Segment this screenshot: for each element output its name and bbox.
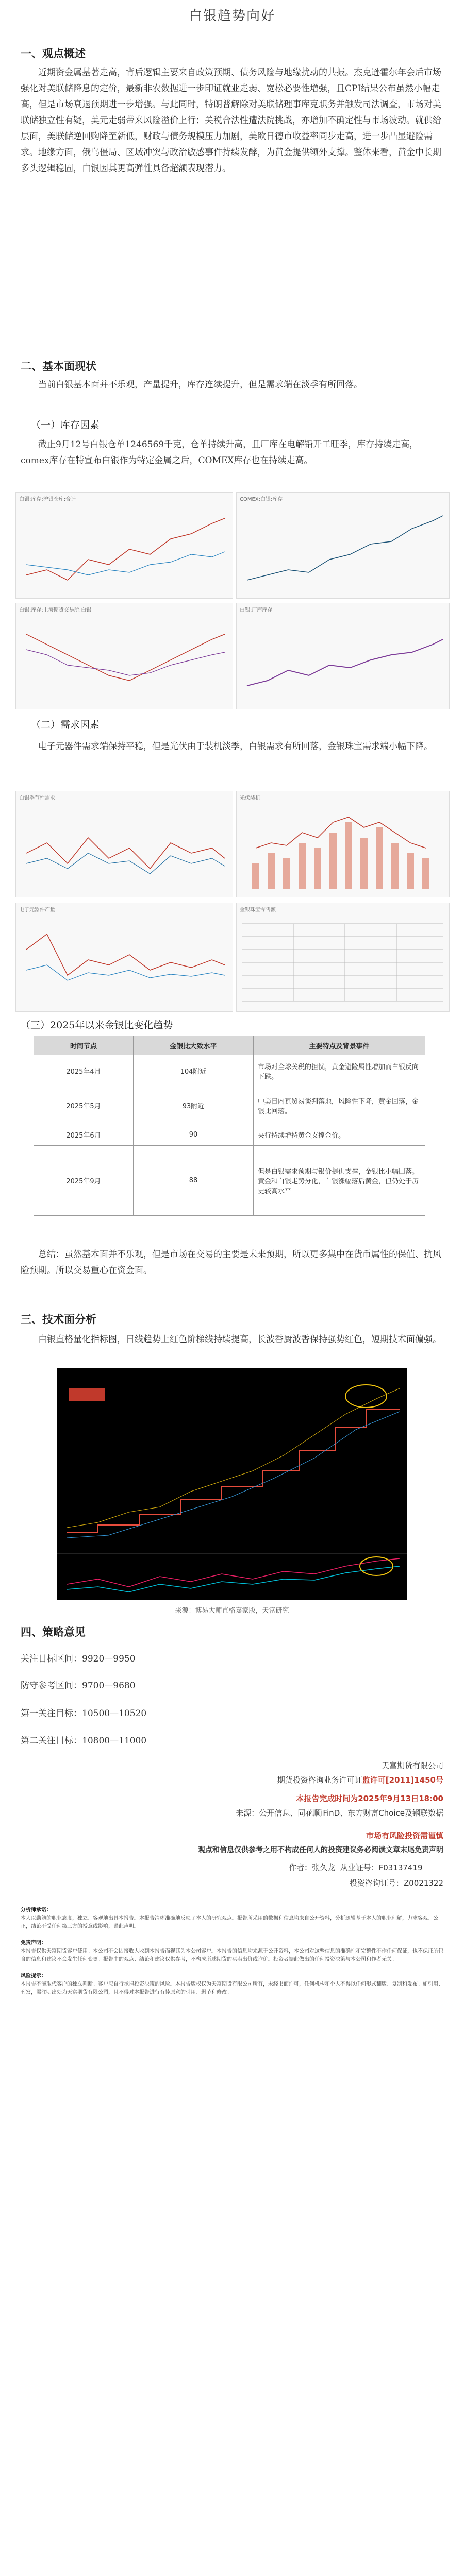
inventory-chart-1-plot bbox=[16, 493, 233, 598]
data-source: 来源：公开信息、同花顺iFinD、东方财富Choice及钢联数据 bbox=[236, 1808, 443, 1818]
chart-caption: 金银珠宝零售额 bbox=[240, 907, 276, 913]
cell-time: 2025年9月 bbox=[34, 1146, 134, 1216]
demand-chart-2 bbox=[236, 791, 450, 897]
strategy-item: 关注目标区间：9920—9950 bbox=[21, 1654, 136, 1664]
chart-caption: 光伏装机 bbox=[240, 795, 260, 801]
overview-paragraph: 近期资金属基著走高，背后逻辑主要来自政策预期、债务风险与地缘扰动的共振。杰克逊霍尔年会后市场强化对美联储降息的定价，最新非农数据进一步印证就业走弱、宽松必要性增强，且CPI结果公布虽然小幅走高，但是市场衰退预期进一步增强。与此同时，特朗普解除对美联储理事库克职务并触发司法调查，市场对美联储独立性有疑，美元走弱带来风险溢价上行；关税合法性遭法院挑战，亦增加不确定性与市场波动。就供给层面，美联储逆回购降至新低，财政与债务规模压力加剧，美欧日德市收益率同步走高，进一步凸显避险需求。地缘方面，俄乌僵局、区域冲突与政治敏感事件持续发酵，为黄金提供额外支撑。整体来看，黄金中长期多头逻辑稳固，白银因其更高弹性具备超额表现潜力。 bbox=[21, 67, 441, 174]
fundamentals-intro: 当前白银基本面并不乐观，产量提升，库存连续提升，但是需求端在淡季有所回落。 bbox=[38, 380, 362, 390]
inventory-chart-2 bbox=[236, 492, 450, 599]
gold-silver-ratio-table bbox=[34, 1036, 425, 1216]
risk-warning-line: 观点和信息仅供参考之用不构成任何人的投资建议务必阅读文章末尾免责声明 bbox=[198, 1846, 443, 1854]
strategy-item: 第一关注目标：10500—10520 bbox=[21, 1708, 147, 1719]
demand-chart-4 bbox=[236, 903, 450, 1012]
inventory-chart-4-plot bbox=[237, 603, 449, 709]
col-header-time: 时间节点 bbox=[34, 1036, 134, 1055]
col-header-desc: 主要特点及背景事件 bbox=[254, 1036, 425, 1055]
summary-paragraph: 总结：虽然基本面并不乐观，但是市场在交易的主要是未来预期，所以更多集中在货币属性的保值、抗风险预期。所以交易重心在资金面。 bbox=[21, 1249, 441, 1276]
highlight-circle bbox=[360, 1557, 393, 1575]
cell-desc: 中美日内瓦贸易谈判落地，风险性下降，黄金回落，金银比回落。 bbox=[254, 1087, 425, 1124]
demand-chart-2-plot bbox=[237, 791, 449, 897]
cell-time: 2025年4月 bbox=[34, 1055, 134, 1087]
cell-time: 2025年6月 bbox=[34, 1124, 134, 1146]
company-name: 天富期货有限公司 bbox=[381, 1761, 443, 1770]
technical-chart-plot bbox=[57, 1368, 407, 1600]
chart-caption: COMEX:白银:库存 bbox=[240, 497, 283, 502]
analyst-title: 分析师承诺： bbox=[21, 1907, 52, 1913]
risk-title: 风险提示： bbox=[21, 1973, 46, 1979]
inventory-chart-2-plot bbox=[237, 493, 449, 598]
inventory-heading: （一）库存因素 bbox=[31, 419, 100, 431]
chart-caption: 白银:库存:上海期货交易所:白银 bbox=[19, 607, 92, 613]
license-number: 监许可[2011]1450号 bbox=[362, 1775, 443, 1785]
inventory-chart-3-plot bbox=[16, 603, 233, 709]
demand-chart-3 bbox=[15, 903, 233, 1012]
author-line bbox=[289, 1862, 443, 1873]
license-prefix: 期货投资咨询业务许可证 bbox=[277, 1775, 362, 1785]
disclaimer-title: 免责声明： bbox=[21, 1940, 46, 1946]
technical-chart-source: 来源：博易大师直格嘉家版，天富研究 bbox=[175, 1607, 289, 1615]
page-title: 白银趋势向好 bbox=[188, 8, 275, 24]
inventory-chart-1 bbox=[15, 492, 233, 599]
risk-text: 本报告不能取代客户的独立判断。客户应自行承担投资决策的风险。本报告版权仅为天富期货有限公司所有，未经书面许可，任何机构和个人不得以任何形式翻版、复制和发布。如引用、刊发，需注明出处为天富期货有限公司，且不得对本报告进行有悖原意的引用、删节和修改。 bbox=[21, 1981, 443, 1995]
table-header-row bbox=[34, 1036, 425, 1055]
release-time: 本报告完成时间为2025年9月13日18:00 bbox=[296, 1794, 443, 1803]
cell-level: 90 bbox=[134, 1124, 254, 1146]
disclaimer-block bbox=[21, 1906, 443, 1997]
cell-level: 104附近 bbox=[134, 1055, 254, 1087]
table-row bbox=[34, 1124, 425, 1146]
demand-heading: （二）需求因素 bbox=[31, 719, 100, 731]
section-heading-overview: 一、观点概述 bbox=[21, 47, 86, 60]
inventory-paragraph: 截止9月12号白银仓单1246569千克，仓单持续升高，且厂库在电解铅开工旺季，库存持续走高，comex库存在特宣布白银作为特定金属之后，COMEX库存也在持续走高。 bbox=[21, 439, 419, 466]
chart-caption: 白银季节性需求 bbox=[19, 795, 55, 801]
chart-caption: 电子元器件产量 bbox=[19, 907, 55, 913]
section-heading-strategy: 四、策略意见 bbox=[21, 1625, 86, 1638]
section-heading-fundamentals: 二、基本面现状 bbox=[21, 360, 96, 372]
gold-silver-ratio-heading: （三）2025年以来金银比变化趋势 bbox=[21, 1020, 173, 1031]
license-line bbox=[217, 1774, 443, 1785]
inventory-chart-3 bbox=[15, 603, 233, 709]
analyst-text: 本人以勤勉的职业态度，独立、客观地出具本报告。本报告清晰准确地反映了本人的研究观点。报告所采用的数据和信息均来自公开资料，分析逻辑基于本人的职业理解，力求客观、公正，结论不受任何第三方的授意或影响，谨此声明。 bbox=[21, 1916, 438, 1929]
author-code: 从业证号：F03137419 bbox=[340, 1863, 423, 1872]
section-heading-technical: 三、技术面分析 bbox=[21, 1313, 96, 1326]
demand-chart-4-plot bbox=[237, 903, 449, 1011]
demand-chart-1-plot bbox=[16, 791, 233, 897]
cell-desc: 市场对全球关税的担忧，黄金避险属性增加而白银反向下跌。 bbox=[254, 1055, 425, 1087]
technical-chart bbox=[57, 1368, 407, 1600]
cell-level: 88 bbox=[134, 1146, 254, 1216]
chart-caption: 白银:库存:沪银仓库:合计 bbox=[19, 497, 76, 502]
advisor-code: 投资咨询证号：Z0021322 bbox=[349, 1878, 443, 1888]
demand-chart-1 bbox=[15, 791, 233, 897]
table-row bbox=[34, 1055, 425, 1087]
chart-label-box bbox=[69, 1388, 105, 1401]
strategy-item: 第二关注目标：10800—11000 bbox=[21, 1736, 147, 1746]
cell-time: 2025年5月 bbox=[34, 1087, 134, 1124]
cell-level: 93附近 bbox=[134, 1087, 254, 1124]
disclaimer-text: 本报告仅供天富期货客户使用。本公司不会因接收人收到本报告而视其为本公司客户。本报告的信息均来源于公开资料，本公司对这些信息的准确性和完整性不作任何保证，也不保证所包含的信息和建议不会发生任何变更。报告中的观点、结论和建议仅供参考，不构成所述期货的买卖出价或询价。投资者据此做出的任何投资决策与本公司和作者无关。 bbox=[21, 1948, 443, 1962]
technical-paragraph: 白银直格量化指标图，日线趋势上红色阶梯线持续提高，长波香厨波香保持强势红色，短期技术面偏强。 bbox=[38, 1334, 441, 1345]
col-header-level: 金银比大致水平 bbox=[134, 1036, 254, 1055]
risk-warning-title: 市场有风险投资需谨慎 bbox=[366, 1831, 443, 1840]
demand-paragraph: 电子元器件需求端保持平稳，但是光伏由于装机淡季，白银需求有所回落，金银珠宝需求端小幅下降。 bbox=[38, 741, 433, 752]
chart-caption: 白银:厂库库存 bbox=[240, 607, 273, 613]
table-row bbox=[34, 1146, 425, 1216]
author-name: 作者：张久龙 bbox=[289, 1863, 336, 1872]
table-row bbox=[34, 1087, 425, 1124]
demand-chart-3-plot bbox=[16, 903, 233, 1011]
cell-desc: 但是白银需求预期与银价提供支撑，金银比小幅回落。黄金和白银走势分化，白银涨幅落后黄金，但仍处于历史较高水平 bbox=[254, 1146, 425, 1216]
strategy-item: 防守参考区间：9700—9680 bbox=[21, 1681, 136, 1691]
cell-desc: 央行持续增持黄金支撑金价。 bbox=[254, 1124, 425, 1146]
inventory-chart-4 bbox=[236, 603, 450, 709]
